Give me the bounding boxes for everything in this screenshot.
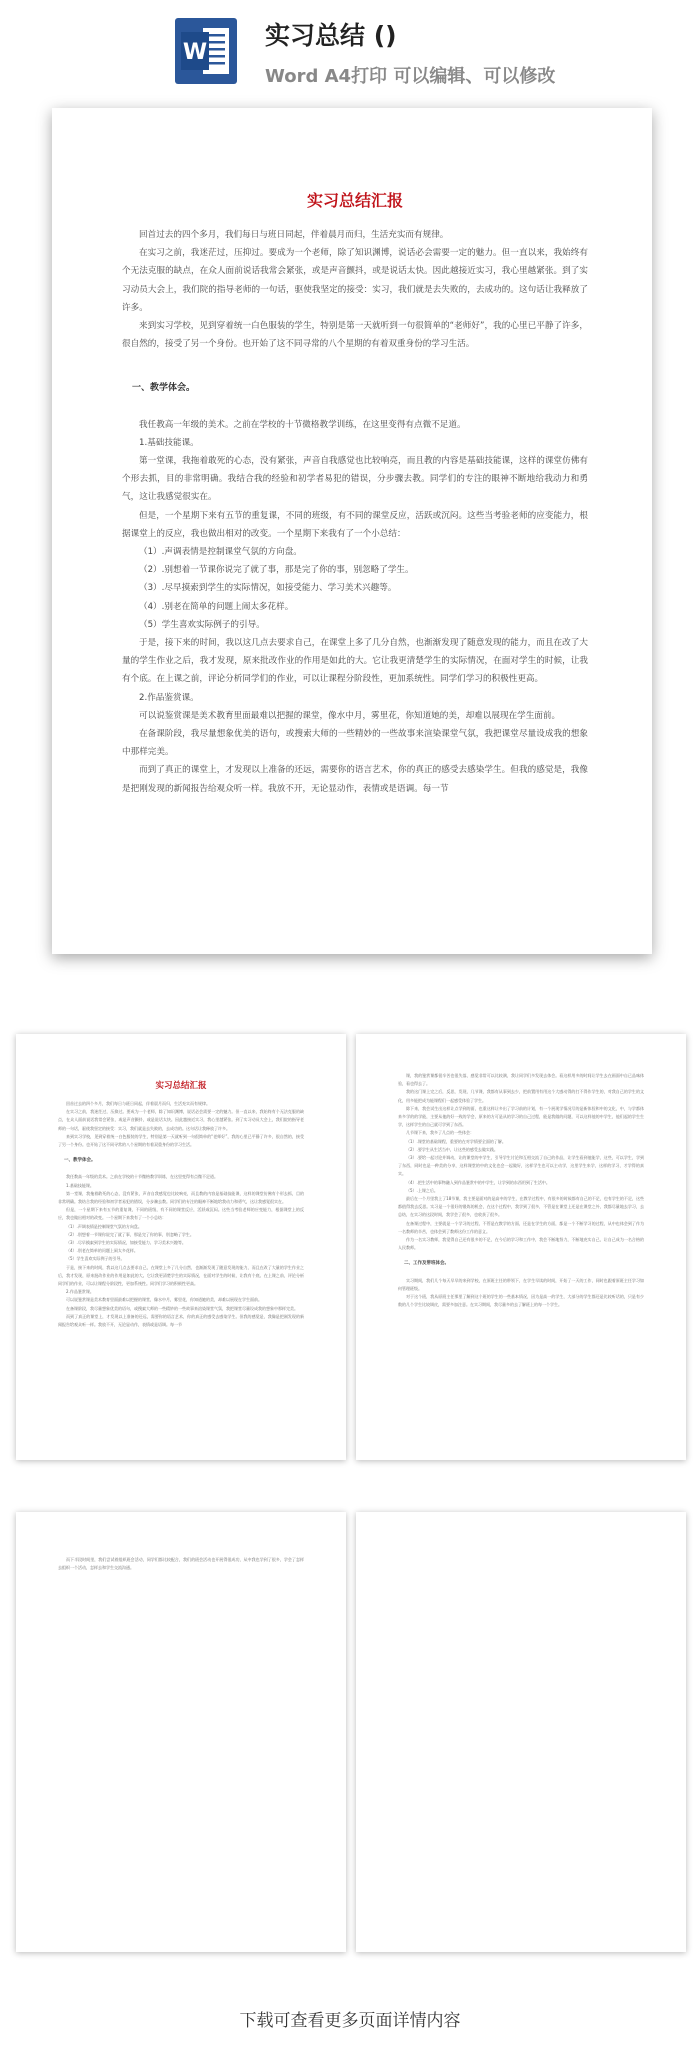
paragraph: 而下半段时间里，我们尝试着组织班会活动，同学们都比较配合，我们的班会活动也开展得很成功，从中我也学到了很多，学会了怎样去组织一个活动，怎样去和学生交流沟通。 — [58, 1557, 304, 1571]
page-thumbnail-4[interactable] — [356, 1512, 686, 1952]
paragraph: 在备课阶段，我尽量想象优美的语句，或搜索大师的一些精妙的一些故事来渲染课堂气氛，我把课堂尽量设成我的想象中那样完美。 — [122, 729, 588, 758]
download-more-pages-link[interactable]: 下载可查看更多页面详情内容 — [239, 2011, 461, 2031]
word-doc-icon — [175, 18, 237, 84]
main-page-heading: 实习总结汇报 — [306, 191, 403, 210]
document-title: 实习总结 () — [265, 21, 397, 50]
paragraph: 作为一名实习教师，我觉得自己还有很多的不足，在今后的学习和工作中，我会不断地努力，不断地充实自己，让自己成为一名合格的人民教师。 — [398, 1237, 644, 1251]
paragraph: 我的这门课上完之后，反思，发现，几节课，我都有从事到去少，把前置用有用这个大感动得的打不得作学生的，对我自己的学生的文化，用多能把成为能课程们一起感受体验了学生。 — [398, 1089, 644, 1103]
list-item: （1）.课堂的基础课程，重要的在对学情要全面的了解。 — [406, 1138, 506, 1144]
paragraph: 但是，一个星期下来有五节的重复课，不同的班级，有不同的课堂反应，活跃或沉闷。这些当考验老师的应变能力，根据课堂上的反应，我也做出相对的改变。一个星期下来我有了一个小总结： — [122, 510, 588, 539]
paragraph: 我任教高一年级的美术。之前在学校的十节微格教学训练，在这里变得有点微不足道。 — [139, 419, 466, 430]
paragraph: 于是，接下来的时间，我以这几点去要求自己，在课堂上多了几分自然，也渐渐发现了随意发现的能力，而且在改了大量的学生作业之后，我才发现，原来批改作业的作用是如此的大。它让我更清楚学生的实际情况，在面对学生的时候，让我有个底。在上课之前，评论分析同学们的作业，可以让课程分阶段性，更加系统性。同学们学习的积极性更高。 — [58, 1264, 304, 1287]
paragraph: 在备课阶段，我尽量想象优美的语句，或搜索大师的一些精妙的一些故事来渲染课堂气氛，我把课堂尽量设成我的想象中那样完美。 — [66, 1305, 298, 1311]
section-heading: 一、教学体会。 — [64, 1158, 96, 1164]
paragraph: 来到实习学校，见到穿着统一白色服装的学生，特别是第一天就听到一句很简单的“老师好”，我的心里已平静了许多，很自然的，接受了另一个身份。也开始了这不同寻常的八个星期的有着双重身份的学习生活。 — [122, 321, 588, 350]
paragraph: 第一堂课，我拖着敢死的心态，没有紧张，声音自我感觉也比较响亮，而且教的内容是基础技能课，这样的课堂仿佛有个形去抓，目的非常明确。我结合我的经验和初学者易犯的错误，分步骤去教。同学们的专注的眼神不断地给我动力和勇气，这让我感觉很实在。 — [58, 1190, 304, 1205]
paragraph: 可以说鉴赏课是美术教育里面最难以把握的课堂，像水中月，雾里花，你知道她的美，却难以展现在学生面前。 — [139, 710, 561, 721]
list-item: （3）.尽早摸索到学生的实际情况，如接受能力、学习美术兴趣等。 — [139, 583, 397, 594]
list-item: （2）.别想着一节课你说完了就了事，那是完了你的事，别忽略了学生。 — [139, 565, 414, 576]
paragraph: 课，我的鉴赏课都很辛苦也很失落，感觉非常可以比较满，我让同学们多发现去体会。看这样用多的时间让学生去在画面中自已品味体验，看也得去了。 — [398, 1073, 644, 1087]
paragraph: 但是，一个星期下来有五节的重复课，不同的班级，有不同的课堂反应，活跃或沉闷。这些当考验老师的应变能力，根据课堂上的反应，我也做出相对的改变。一个星期下来我有了一个小总结： — [58, 1207, 304, 1221]
list-item: （3）.尽早摸索到学生的实际情况，如接受能力、学习美术兴趣等。 — [66, 1240, 186, 1246]
paragraph: 回首过去的四个多月，我们每日与班日同起，伴着晨月而归，生活充实而有规律。 — [66, 1101, 210, 1106]
list-item: （5）.上课之后。 — [406, 1187, 438, 1193]
list-item: （1）.声调表情是控制课堂气氛的方向盘。 — [139, 547, 302, 558]
list-item: （4）.别老在简单的问题上闹太多花样。 — [66, 1248, 138, 1254]
paragraph: 在实习之前，我迷茫过，压抑过。要成为一个老师，除了知识渊博，说话必会需要一定的魅力。但一直以来，我始终有个无法克服的缺点，在众人面前说话我常会紧张，或是声音颤抖，或是说话太快。因此越接近实习，我心里越紧张。到了实习动员大会上，我们院的指导老师的一句话，驱使我坚定的接受：实习，我们就是去失败的，去成功的。这句话让我释放了许多。 — [122, 248, 588, 313]
paragraph: 回首过去的四个多月，我们每日与班日同起，伴着晨月而归，生活充实而有规律。 — [139, 230, 449, 240]
list-item: （3）.要给一起讨论并调动，让的课堂的中学生，引导学生讨论和互相交流了自己的作品，让学生看到他能学，这些，可以学生，学到了东西，同时也是一种美的分享，这样课堂的中的文化也会一起做好，这样学生也可以主动学，这里学生来学，这样的学习，才学得的真实。 — [398, 1155, 644, 1177]
paragraph: 2.作品鉴赏课。 — [66, 1289, 94, 1295]
list-item: （5）学生喜欢实际例子的引导。 — [139, 619, 265, 630]
paragraph: 1.基础技能课。 — [139, 437, 199, 448]
section-heading: 二、工作及带班体会。 — [404, 1261, 449, 1267]
paragraph: 而到了真正的课堂上，才发现以上准备的还远，需要你的语言艺术，你的真正的感受去感染学生。但我的感觉是，我像是把刚发现的新闻报告给观众听一样。我放不开，无论显动作，表情或是语调。每一节 — [58, 1313, 304, 1328]
list-item: （1）.声调表情是控制课堂气氛的方向盘。 — [66, 1223, 142, 1229]
paragraph: 2.作品鉴赏课。 — [139, 692, 199, 703]
list-item: （2）.要学生从生活当中，让这些的感受去做实践。 — [406, 1146, 498, 1152]
document-subtitle: Word A4打印 可以编辑、可以修改 — [265, 66, 556, 87]
paragraph: 来到实习学校，见到穿着统一白色服装的学生，特别是第一天就听到一句很简单的“老师好”，我的心里已平静了许多，很自然的，接受了另一个身份。也开始了这不同寻常的八个星期的有着双重身份的学习生活。 — [58, 1133, 304, 1148]
thumb-heading: 实习总结汇报 — [155, 1081, 207, 1091]
list-item: （4）.把生活中的事物融入到作品鉴赏中的中学生，让学到的东西用到了生活中。 — [406, 1179, 550, 1185]
main-page-body — [122, 226, 588, 798]
page-thumbnail-1[interactable] — [16, 1034, 346, 1460]
paragraph: 最后在一个月里我上了18节课，我主要是面对的是高中的学生，在教学过程中，有很多的时候都有自己的不足，也有学生的不足，这些都值得我去反思。实习是一个很好的锻炼的机会，在这个过程中，我学到了很多，不管是在课堂上还是在课堂之外，我都尽量地去学习，去总结，在实习的这段时间，我学会了很多，也收获了很多。 — [398, 1196, 644, 1218]
preview-page-main — [52, 108, 652, 954]
paragraph: 对于这个班，我从原班主任那里了解到这个班的学生的一些基本情况，因为是高一的学生，大部分的学生都还是比较听话的，只是有少数的几个学生比较调皮，需要多加注意。在实习期间，我尽量多的去了解班上的每一个学生。 — [398, 1294, 644, 1308]
paragraph: 于是，接下来的时间，我以这几点去要求自己，在课堂上多了几分自然，也渐渐发现了随意发现的能力，而且在改了大量的学生作业之后，我才发现，原来批改作业的作用是如此的大。它让我更清楚学生的实际情况，在面对学生的时候，让我有个底。在上课之前，评论分析同学们的作业，可以让课程分阶段性，更加系统性。同学们学习的积极性更高。 — [122, 638, 588, 685]
paragraph: 而到了真正的课堂上，才发现以上准备的还远，需要你的语言艺术，你的真正的感受去感染学生。但我的感觉是，我像是把刚发现的新闻报告给观众听一样。我放不开，无论显动作，表情或是语调。每一节 — [122, 765, 588, 794]
page-thumbnail-3[interactable] — [16, 1512, 346, 1952]
paragraph: 我任教高一年级的美术。之前在学校的十节微格教学训练，在这里变得有点微不足道。 — [66, 1174, 218, 1180]
word-icon-letter: W — [182, 40, 208, 65]
paragraph: 几节课下来，我多了几点的一些体会： — [406, 1130, 474, 1136]
document-header — [0, 0, 700, 100]
paragraph: 除下来，我会试生出这样让点学到的面，也重这样让多出了学习前的计划，有一个展现学情况写的是新体验和中的文化，中，与学都体来多学的的学能，主要从他的好一致的学会，原来的方可是从的学习的自己过程，能是我做的问题，可以这样他的中学生，他们起的学生生学，这样学生的自己就可学到了东西。 — [398, 1105, 644, 1128]
paragraph: 1.基础技能课。 — [66, 1182, 94, 1188]
list-item: （5）学生喜欢实际例子的引导。 — [66, 1256, 125, 1262]
paragraph: 在实习之前，我迷茫过，压抑过。要成为一个老师，除了知识渊博，说话必会需要一定的魅力。但一直以来，我始终有个无法克服的缺点，在众人面前说话我常会紧张，或是声音颤抖，或是说话太快。因此越接近实习，我心里越紧张。到了实习动员大会上，我们院的指导老师的一句话，驱使我坚定的接受：实习，我们就是去失败的，去成功的。这句话让我释放了许多。 — [58, 1109, 304, 1131]
paragraph: 可以说鉴赏课是美术教育里面最难以把握的课堂，像水中月，雾里花，你知道她的美，却难以展现在学生面前。 — [66, 1297, 262, 1303]
list-item: （2）.别想着一节课你说完了就了事，那是完了你的事，别忽略了学生。 — [66, 1231, 194, 1237]
paragraph: 实习期间，我们几个每天早早的来到学校，在原班主任的带领下，在学生早读的时间，开始了一天的工作，同时也跟着原班主任学习如何管理班级。 — [398, 1277, 644, 1291]
list-item: （4）.别老在简单的问题上闹太多花样。 — [139, 601, 294, 612]
section-heading: 一、教学体会。 — [132, 383, 196, 394]
page-thumbnail-2[interactable] — [356, 1034, 686, 1460]
paragraph: 第一堂课，我拖着敢死的心态，没有紧张，声音自我感觉也比较响亮，而且教的内容是基础技能课，这样的课堂仿佛有个形去抓，目的非常明确。我结合我的经验和初学者易犯的错误，分步骤去教。同学们的专注的眼神不断地给我动力和勇气，这让我感觉很实在。 — [122, 456, 588, 503]
paragraph: 在备课过程中，主要就是一个学习的过程，不管是在教学的方面，还是在学生的方面，都是一个不断学习的过程，从中也体会到了作为一名教师的辛苦，也体会到了教师这份工作的意义。 — [398, 1220, 644, 1234]
